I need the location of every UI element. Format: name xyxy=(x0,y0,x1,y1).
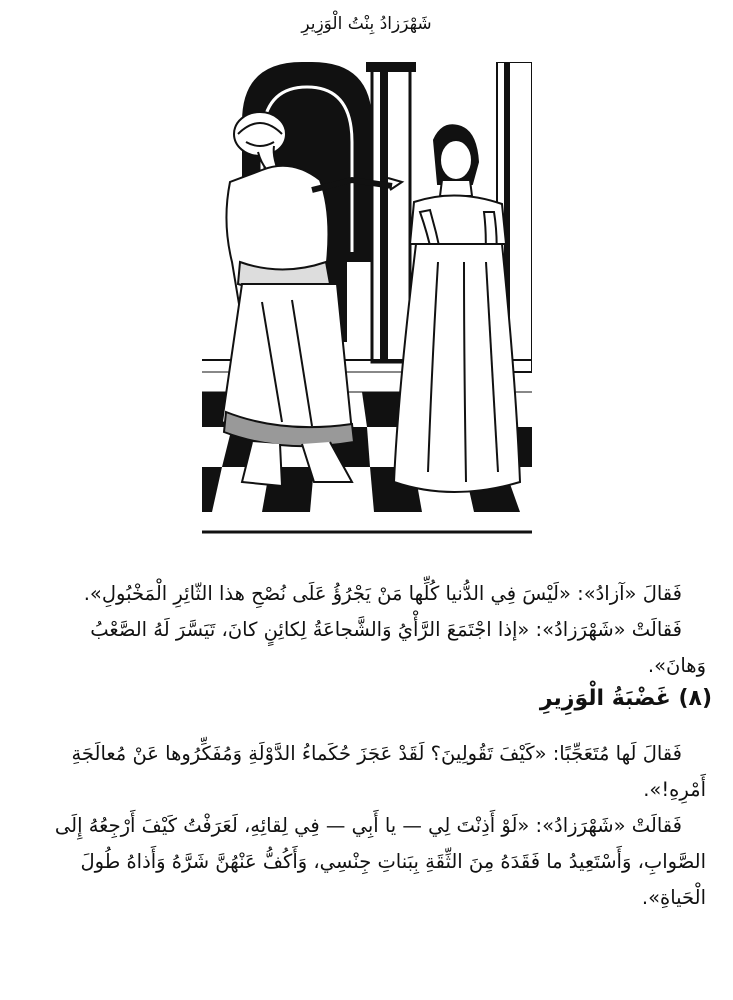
paragraphs-bottom xyxy=(46,736,706,916)
paragraph-shahrazad-reply: فَقالَتْ «شَهْرَزادُ»: «إذا اجْتَمَعَ الرَّأْيُ وَالشَّجاعَةُ لِكائِنٍ كانَ، تَيَسَّرَ لَهُ الصَّعْبُ وَهانَ». xyxy=(90,618,706,677)
section-number: (٨) xyxy=(678,686,712,711)
vizier-and-shahrazad-illustration xyxy=(202,62,532,534)
paragraph-shahrazad-offer: فَقالَتْ «شَهْرَزادُ»: «لَوْ أَذِنْتَ لِي — يا أَبِي — فِي لِقائِهِ، لَعَرَفْتُ كَيْفَ أَرْجِعُهُ إِلَى الصَّوابِ، وَأَسْتَعِيدُ ما فَقَدَهُ مِنَ الثِّقَةِ بِبَناتِ جِنْسِي، وَأَكُفُّ عَنْهُنَّ شَرَّهُ وَأَذاهُ طُولَ الْحَياةِ». xyxy=(54,814,706,909)
running-head: شَهْرَزادُ بِنْتُ الْوَزِيرِ xyxy=(301,14,432,34)
paragraph-father-question: فَقالَ لَها مُتَعَجِّبًا: «كَيْفَ تَقُولِينَ؟ لَقَدْ عَجَزَ حُكَماءُ الدَّوْلَةِ وَمُفَكِّرُوها عَنْ مُعالَجَةِ أَمْرِهِ!». xyxy=(71,742,706,801)
paragraphs-top xyxy=(46,576,706,684)
section-heading xyxy=(46,686,712,711)
section-title: غَضْبَةُ الْوَزِيرِ xyxy=(539,686,671,711)
paragraph-azad-speech: فَقالَ «آزادُ»: «لَيْسَ فِي الدُّنيا كُلِّها مَنْ يَجْرُؤُ عَلَى نُصْحِ هذا الثّائِرِ الْمَخْبُولِ». xyxy=(83,582,682,605)
